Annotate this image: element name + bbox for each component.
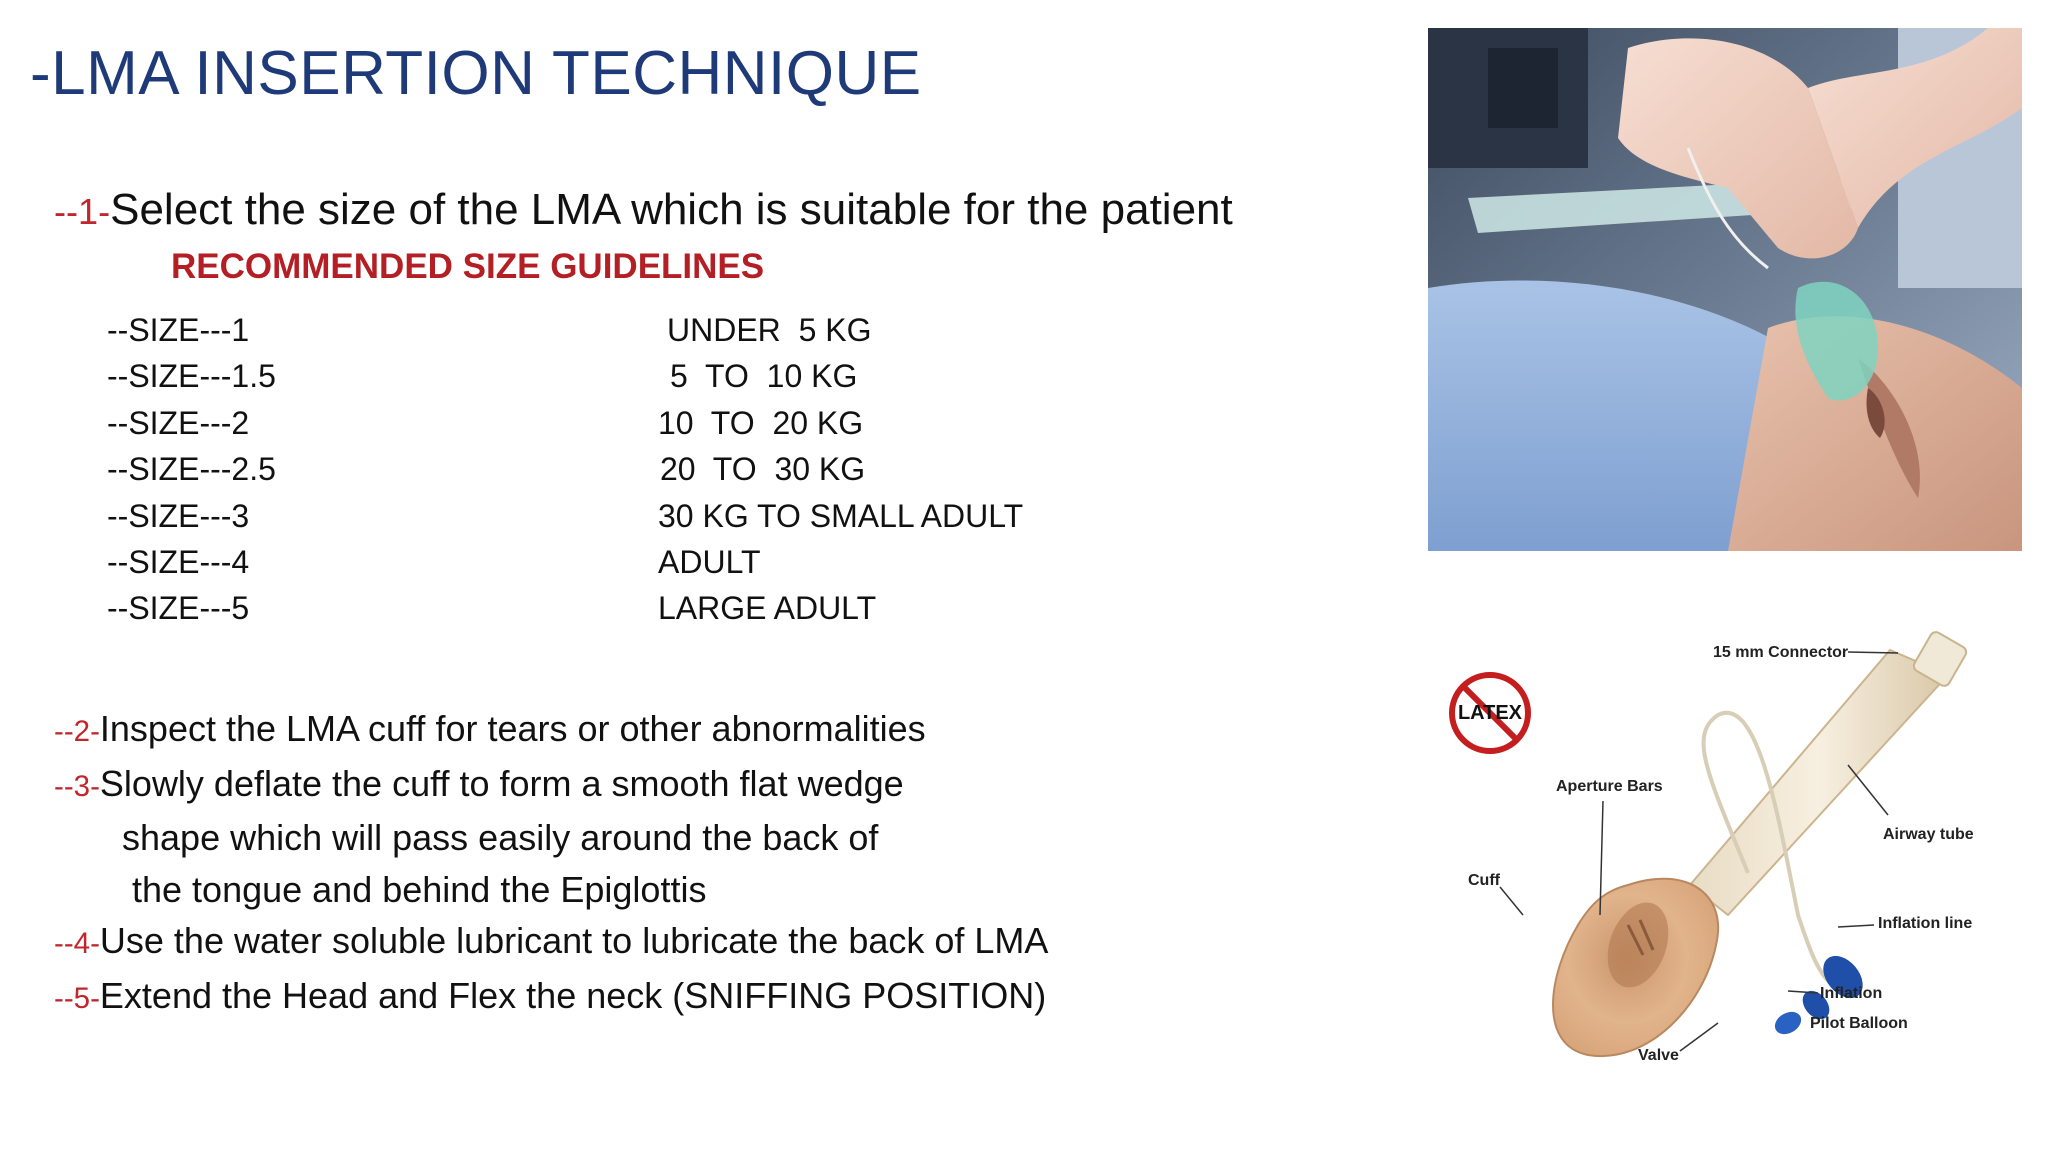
latex-badge-text: LATEX bbox=[1457, 702, 1523, 724]
weight-cell: 5 TO 10 KG bbox=[670, 358, 858, 395]
size-cell: --SIZE---2.5 bbox=[107, 451, 276, 488]
step-3-continuation: the tongue and behind the Epiglottis bbox=[132, 868, 707, 910]
size-table bbox=[107, 307, 1067, 632]
size-row bbox=[107, 446, 1067, 492]
size-row bbox=[107, 307, 1067, 353]
step-number: --1- bbox=[54, 191, 111, 232]
no-latex-icon bbox=[1452, 675, 1528, 751]
size-row bbox=[107, 539, 1067, 585]
step-text: Select the size of the LMA which is suitable for the patient bbox=[110, 185, 1233, 234]
lma-cuff bbox=[1553, 879, 1718, 1056]
step-text: Extend the Head and Flex the neck (SNIFFING POSITION) bbox=[99, 974, 1047, 1016]
step-list bbox=[54, 703, 1048, 1024]
label-inflation: Inflation bbox=[1820, 985, 1883, 1002]
weight-cell: ADULT bbox=[658, 543, 761, 580]
size-row bbox=[107, 585, 1067, 631]
step-number: --2- bbox=[54, 715, 100, 748]
slide-title: -LMA INSERTION TECHNIQUE bbox=[30, 39, 922, 108]
size-cell: --SIZE---4 bbox=[107, 543, 250, 580]
step-number: --3- bbox=[54, 769, 100, 803]
step-number: --4- bbox=[54, 927, 100, 960]
guidelines-heading: RECOMMENDED SIZE GUIDELINES bbox=[171, 247, 765, 286]
label-aperture-bars: Aperture Bars bbox=[1556, 778, 1663, 795]
weight-cell: 20 TO 30 KG bbox=[660, 451, 866, 488]
step-number: --5- bbox=[54, 981, 100, 1015]
size-cell: --SIZE---3 bbox=[107, 497, 250, 534]
size-cell: --SIZE---1 bbox=[107, 312, 250, 348]
label-pilot-balloon: Pilot Balloon bbox=[1810, 1015, 1908, 1032]
step-1 bbox=[54, 184, 1233, 238]
lma-diagram bbox=[1428, 615, 2028, 1100]
label-inflation-line: Inflation line bbox=[1878, 915, 1973, 932]
step-3 bbox=[54, 758, 1048, 813]
lma-insertion-photo-art bbox=[1428, 28, 2022, 551]
weight-cell: UNDER 5 KG bbox=[667, 312, 872, 348]
step-text: Use the water soluble lubricant to lubricate the back of LMA bbox=[99, 920, 1049, 961]
label-valve: Valve bbox=[1638, 1047, 1679, 1064]
step-5 bbox=[54, 970, 1048, 1025]
label-airway-tube: Airway tube bbox=[1883, 826, 1974, 843]
size-cell: --SIZE---1.5 bbox=[107, 358, 276, 395]
size-row bbox=[107, 400, 1067, 446]
size-cell: --SIZE---5 bbox=[107, 590, 250, 627]
step-text: Slowly deflate the cuff to form a smooth flat wedge bbox=[99, 762, 904, 804]
label-connector: 15 mm Connector bbox=[1713, 644, 1849, 661]
step-2 bbox=[54, 703, 1048, 758]
step-4 bbox=[54, 915, 1048, 970]
lma-insertion-photo bbox=[1428, 28, 2022, 551]
size-cell: --SIZE---2 bbox=[107, 404, 250, 441]
weight-cell: 10 TO 20 KG bbox=[658, 404, 864, 441]
size-row bbox=[107, 493, 1067, 539]
lma-diagram-art bbox=[1428, 615, 2028, 1100]
step-3-continuation: shape which will pass easily around the back of bbox=[122, 817, 879, 858]
size-row bbox=[107, 353, 1067, 399]
weight-cell: 30 KG TO SMALL ADULT bbox=[658, 497, 1024, 534]
label-cuff: Cuff bbox=[1468, 872, 1500, 889]
step-text: Inspect the LMA cuff for tears or other abnormalities bbox=[99, 708, 926, 749]
weight-cell: LARGE ADULT bbox=[658, 590, 877, 627]
